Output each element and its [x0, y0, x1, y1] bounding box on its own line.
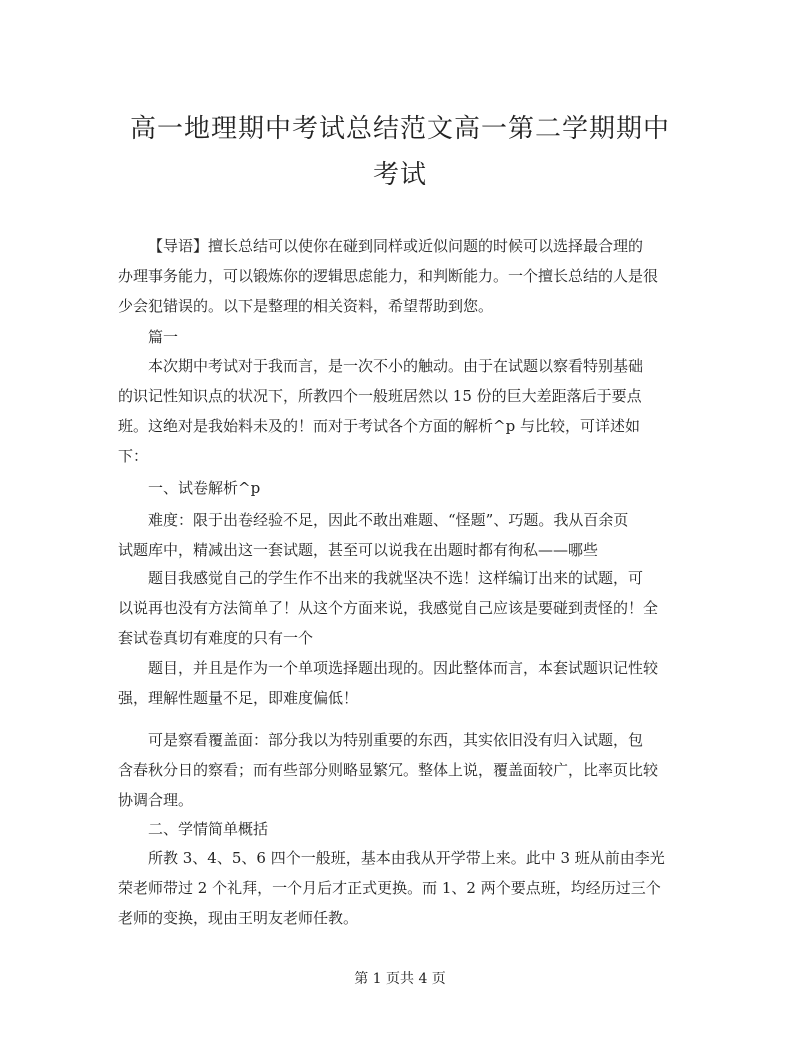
paragraph-line: 难度：限于出卷经验不足，因此不敢出难题、“怪题”、巧题。我从百余页: [148, 511, 629, 529]
paragraph-line: 含春秋分日的察看；而有些部分则略显繁冗。整体上说，覆盖面较广，比率页比较: [118, 761, 659, 779]
paragraph: [118, 351, 688, 471]
paragraph-line: 试题库中，精减出这一套试题，甚至可以说我在出题时都有徇私——哪些: [118, 541, 599, 559]
paragraph-line: 二、学情简单概括: [148, 820, 269, 838]
paragraph: [118, 231, 688, 321]
paragraph-line: 一、试卷解析^p: [148, 479, 261, 497]
paragraph-line: 办理事务能力，可以锻炼你的逻辑思虑能力，和判断能力。一个擅长总结的人是很: [118, 267, 659, 285]
paragraph-line: 下：: [118, 447, 149, 465]
paragraph-line: 所教 3、4、5、6 四个一般班，基本由我从开学带上来。此中 3 班从前由李光: [148, 849, 665, 867]
paragraph-line: 篇一: [148, 328, 179, 346]
paragraph-line: 荣老师带过 2 个礼拜，一个月后才正式更换。而 1、2 两个要点班，均经历过三个: [118, 879, 661, 897]
paragraph-line: 套试卷真切有难度的只有一个: [118, 629, 314, 647]
paragraph-line: 老师的变换，现由王明友老师任教。: [118, 909, 359, 927]
page-footer: 第 1 页共 4 页: [354, 971, 446, 987]
document-title: [120, 106, 680, 198]
paragraph-line: 班。这绝对是我始料未及的！而对于考试各个方面的解析^p 与比较，可详述如: [118, 417, 640, 435]
paragraph-line: 少会犯错误的。以下是整理的相关资料，希望帮助到您。: [118, 297, 494, 315]
paragraph-line: 的识记性知识点的状况下，所教四个一般班居然以 15 份的巨大差距落后于要点: [118, 387, 642, 405]
paragraph-line: 可是察看覆盖面：部分我以为特别重要的东西，其实依旧没有归入试题，包: [148, 731, 644, 749]
paragraph: [118, 563, 688, 653]
paragraph-line: 本次期中考试对于我而言，是一次不小的触动。由于在试题以察看特别基础: [148, 357, 644, 375]
paragraph: [118, 814, 688, 844]
title-line-1: 高一地理期中考试总结范文高一第二学期期中: [129, 114, 670, 144]
paragraph-line: 协调合理。: [118, 791, 194, 809]
paragraph-line: 【导语】擅长总结可以使你在碰到同样或近似问题的时候可以选择最合理的: [148, 237, 644, 255]
paragraph: [118, 473, 688, 503]
paragraph-line: 强，理解性题量不足，即难度偏低！: [118, 689, 359, 707]
title-line-2: 考试: [372, 160, 427, 190]
paragraph: [118, 725, 688, 815]
paragraph: [118, 843, 688, 933]
paragraph: [118, 653, 688, 713]
paragraph-line: 题目我感觉自己的学生作不出来的我就坚决不选！这样编订出来的试题，可: [148, 569, 644, 587]
paragraph-line: 题目，并且是作为一个单项选择题出现的。因此整体而言，本套试题识记性较: [148, 659, 659, 677]
paragraph: [118, 322, 688, 352]
paragraph-line: 以说再也没有方法简单了！从这个方面来说，我感觉自己应该是要碰到责怪的！全: [118, 599, 659, 617]
paragraph: [118, 505, 688, 565]
